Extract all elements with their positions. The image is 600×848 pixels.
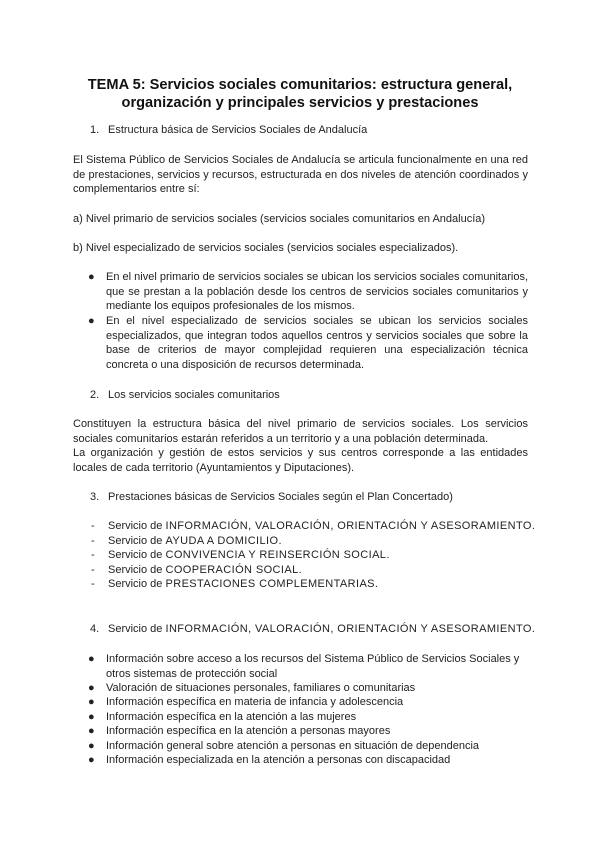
section-4-bullet: [88, 753, 528, 768]
bullet-text: Información específica en materia de infancia y adolescencia: [106, 696, 404, 708]
dash-marker: -: [91, 549, 95, 561]
title-line-1: TEMA 5: Servicios sociales comunitarios: estructura general,: [87, 77, 513, 93]
section-2-paragraph-2: La organización y gestión de estos servicios y sus centros corresponde a las entidades locales de cada territorio (Ayuntamientos y Diputaciones).: [73, 447, 528, 474]
bullet-icon: ●: [88, 725, 95, 737]
bullet-text: En el nivel especializado de servicios sociales se ubican los servicios sociales especializados, que integran todos aquellos centros y servicios sociales que sobre la base de criterios de mayor complejidad requieren una especialización técnica concreta o una disposición de recursos determinada.: [106, 315, 528, 371]
service-prefix: Servicio de: [108, 535, 166, 547]
bullet-icon: ●: [88, 696, 95, 708]
bullet-icon: ●: [88, 682, 95, 694]
service-name: COOPERACIÓN SOCIAL.: [165, 564, 303, 576]
service-list-item: [91, 563, 302, 578]
bullet-text: En el nivel primario de servicios sociales se ubican los servicios sociales comunitarios, que se prestan a la población desde los centros de servicios sociales comunitarios y mediante los equipos profesionales de los mismos.: [106, 271, 528, 313]
section-2-heading-text: Los servicios sociales comunitarios: [108, 389, 280, 401]
service-list-item: [91, 519, 535, 534]
bullet-icon: ●: [88, 271, 95, 283]
service-name: PRESTACIONES COMPLEMENTARIAS.: [165, 578, 379, 590]
section-1-intro: El Sistema Público de Servicios Sociales de Andalucía se articula funcionalmente en una red de prestaciones, servicios y recursos, estructurada en dos niveles de atención coordinados y complementarios entre sí:: [73, 154, 528, 196]
service-prefix: Servicio de: [108, 520, 166, 532]
service-list-item: [91, 548, 390, 563]
dash-marker: -: [91, 578, 95, 590]
section-4-bullet: [88, 681, 528, 696]
level-b: b) Nivel especializado de servicios sociales (servicios sociales especializados).: [73, 242, 459, 254]
section-4-bullet: [88, 695, 528, 710]
section-1-heading: [90, 123, 367, 138]
service-list-item: [91, 534, 282, 549]
service-name: CONVIVENCIA Y REINSERCIÓN SOCIAL.: [165, 549, 390, 561]
section-2-paragraph-1: Constituyen la estructura básica del nivel primario de servicios sociales. Los servicios sociales comunitarios estarán referidos a un territorio y a una población determinada.: [73, 418, 528, 445]
bullet-text: Información sobre acceso a los recursos del Sistema Público de Servicios Sociales y otros sistemas de protección social: [106, 653, 520, 680]
title-line-2: organización y principales servicios y prestaciones: [121, 95, 479, 111]
section-3-heading: [90, 490, 453, 505]
section-4-heading-name: INFORMACIÓN, VALORACIÓN, ORIENTACIÓN Y ASESORAMIENTO.: [165, 623, 536, 635]
section-2-number: 2.: [90, 389, 100, 401]
section-1-bullet: [88, 314, 528, 372]
service-prefix: Servicio de: [108, 549, 166, 561]
service-list-item: [91, 577, 378, 592]
bullet-icon: ●: [88, 653, 95, 665]
section-3-heading-text: Prestaciones básicas de Servicios Sociales según el Plan Concertado): [108, 491, 453, 503]
service-name: INFORMACIÓN, VALORACIÓN, ORIENTACIÓN Y ASESORAMIENTO.: [165, 520, 536, 532]
level-a: a) Nivel primario de servicios sociales (servicios sociales comunitarios en Andalucía): [73, 213, 486, 225]
service-prefix: Servicio de: [108, 564, 166, 576]
section-3-number: 3.: [90, 491, 100, 503]
dash-marker: -: [91, 535, 95, 547]
bullet-text: Información especializada en la atención a personas con discapacidad: [106, 754, 451, 766]
service-name: AYUDA A DOMICILIO.: [165, 535, 282, 547]
section-1-heading-text: Estructura básica de Servicios Sociales de Andalucía: [108, 124, 368, 136]
bullet-text: Información específica en la atención a las mujeres: [106, 711, 357, 723]
section-4-heading-prefix: Servicio de: [108, 623, 166, 635]
bullet-text: Información específica en la atención a personas mayores: [106, 725, 391, 737]
section-4-bullet: [88, 739, 528, 754]
page-title: [70, 76, 530, 112]
section-4-bullet: [88, 652, 528, 681]
dash-marker: -: [91, 520, 95, 532]
bullet-icon: ●: [88, 315, 95, 327]
bullet-text: Valoración de situaciones personales, familiares o comunitarias: [106, 682, 416, 694]
section-2-heading: [90, 388, 280, 403]
bullet-text: Información general sobre atención a personas en situación de dependencia: [106, 740, 480, 752]
dash-marker: -: [91, 564, 95, 576]
section-4-heading: [90, 622, 535, 637]
bullet-icon: ●: [88, 754, 95, 766]
section-4-bullet: [88, 724, 528, 739]
section-4-number: 4.: [90, 623, 100, 635]
bullet-icon: ●: [88, 740, 95, 752]
section-1-number: 1.: [90, 124, 100, 136]
service-prefix: Servicio de: [108, 578, 166, 590]
section-4-bullet: [88, 710, 528, 725]
section-1-bullet: [88, 270, 528, 314]
bullet-icon: ●: [88, 711, 95, 723]
